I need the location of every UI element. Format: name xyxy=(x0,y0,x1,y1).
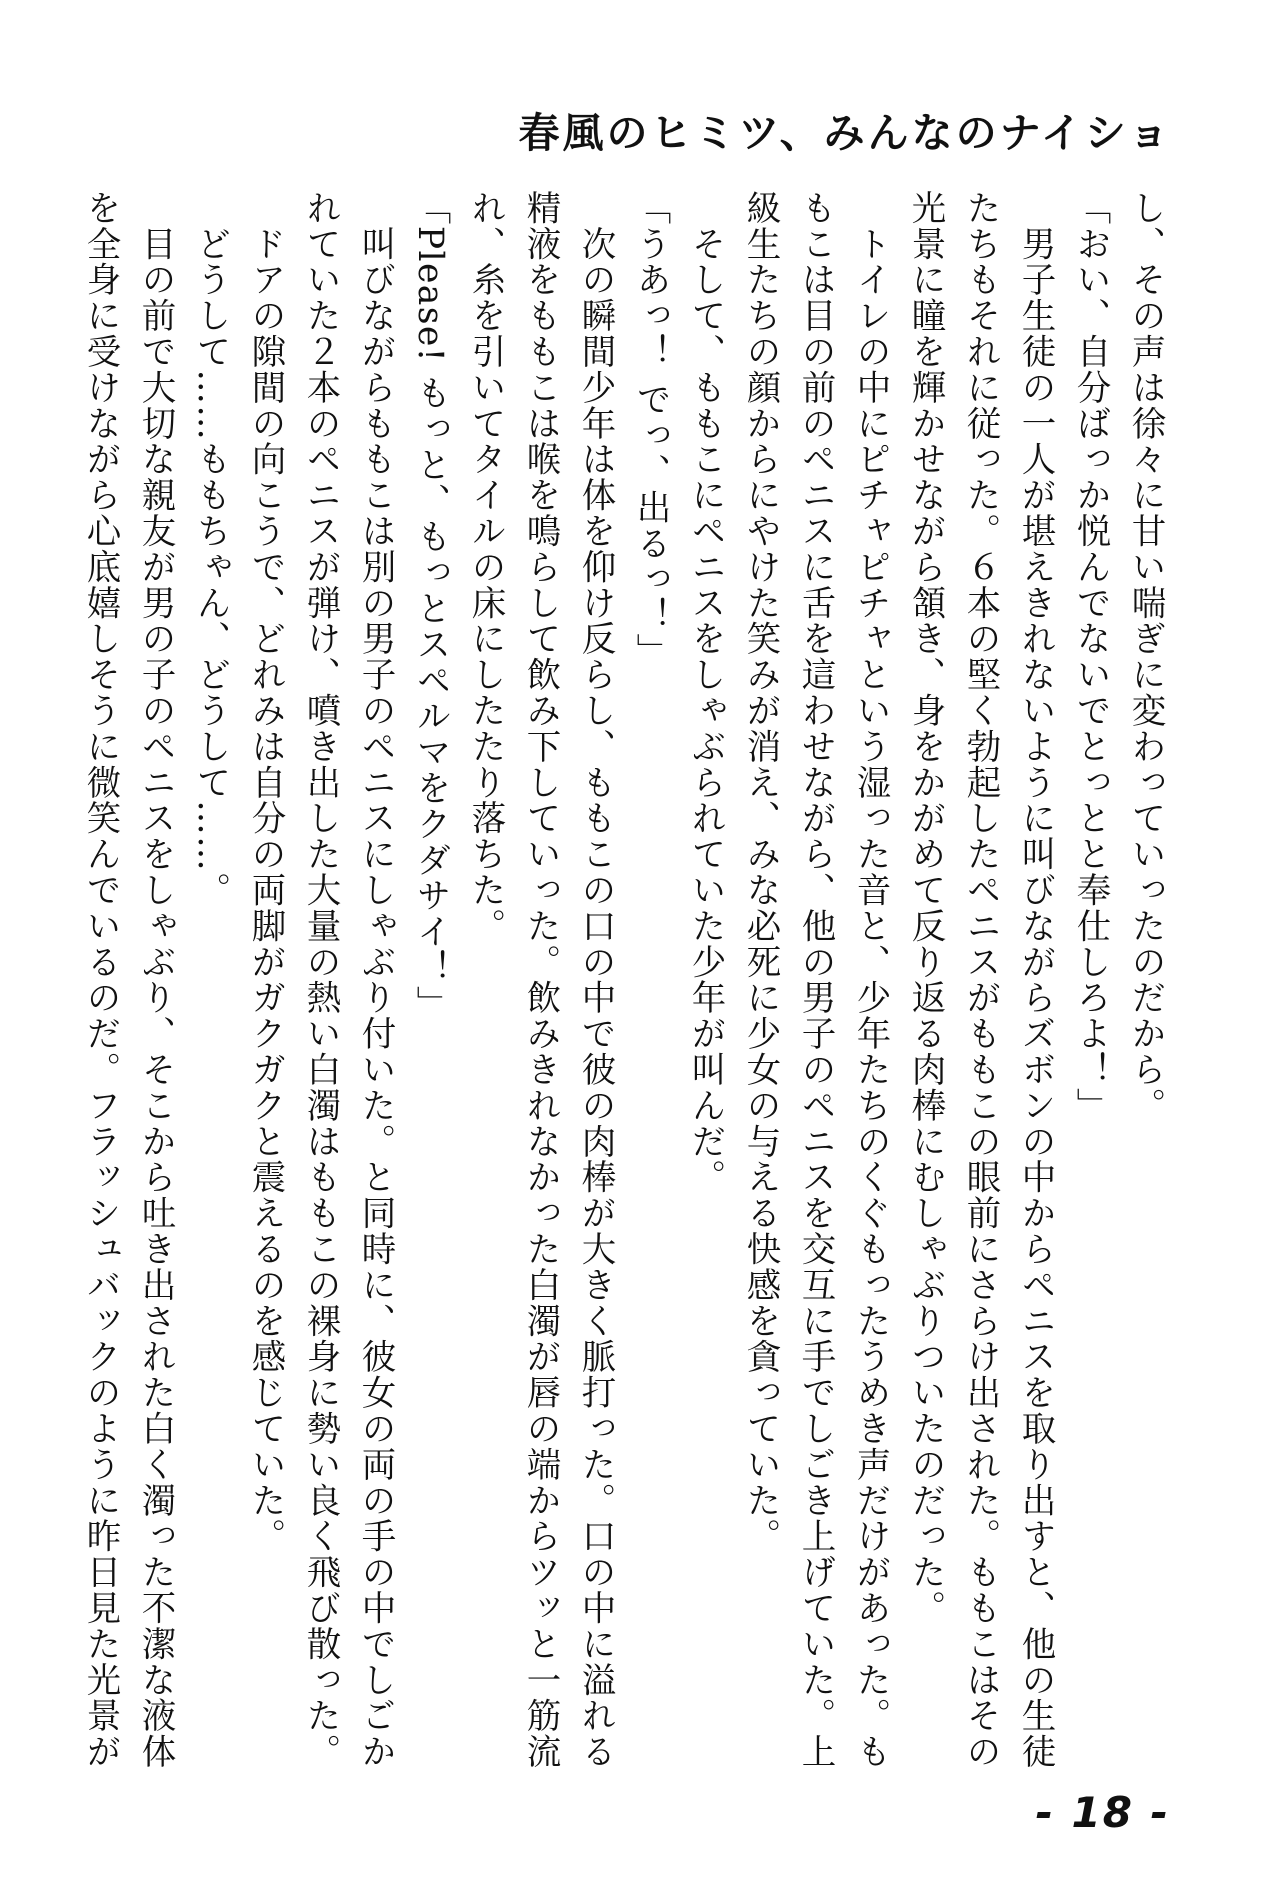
text-line: 次の瞬間少年は体を仰け反らし、ももこの口の中で彼の肉棒が大きく脈打った。口の中に溢れる xyxy=(575,225,615,1770)
text-line: 叫びながらももこは別の男子のペニスにしゃぶり付いた。と同時に、彼女の両の手の中でしごか xyxy=(355,225,395,1770)
text-line: もこは目の前のペニスに舌を這わせながら、他の男子のペニスを交互に手でしごき上げていた。上 xyxy=(795,190,835,1770)
text-line: トイレの中にピチャピチャという湿った音と、少年たちのくぐもったうめき声だけがあった。も xyxy=(850,225,890,1770)
text-line: 男子生徒の一人が堪えきれないように叫びながらズボンの中からペニスを取り出すと、他の生徒 xyxy=(1015,225,1055,1770)
page-number: - 18 - xyxy=(1035,1788,1170,1837)
text-line: そして、ももこにペニスをしゃぶられていた少年が叫んだ。 xyxy=(685,225,725,1196)
page-header: 春風のヒミツ、みんなのナイショ xyxy=(518,109,1172,157)
text-line: れ、糸を引いてタイルの床にしたたり落ちた。 xyxy=(465,190,505,944)
text-line: を全身に受けながら心底嬉しそうに微笑んでいるのだ。フラッシュバックのように昨日見た光景が xyxy=(80,190,120,1770)
text-line: 目の前で大切な親友が男の子のペニスをしゃぶり、そこから吐き出された白く濁った不潔な液体 xyxy=(135,225,175,1770)
text-line: 「うあっ！ でっ、出るっ！」 xyxy=(630,190,670,670)
text-line: 「Please! もっと、もっとスペルマをクダサイ！」 xyxy=(410,190,450,1022)
text-line: どうして……ももちゃん、どうして……。 xyxy=(190,225,230,909)
text-line: 精液をももこは喉を鳴らして飲み下していった。飲みきれなかった白濁が唇の端からツッと一筋流 xyxy=(520,190,560,1770)
text-line: たちもそれに従った。６本の堅く勃起したペニスがももこの眼前にさらけ出された。ももこはその xyxy=(960,190,1000,1770)
text-line: 級生たちの顔からにやけた笑みが消え、みな必死に少女の与える快感を貪っていた。 xyxy=(740,190,780,1555)
text-line: れていた２本のペニスが弾け、噴き出した大量の熱い白濁はももこの裸身に勢い良く飛び散った。 xyxy=(300,190,340,1770)
text-line: 「おい、自分ばっか悦んでないでとっとと奉仕しろよ！」 xyxy=(1070,190,1110,1124)
text-line: 光景に瞳を輝かせながら頷き、身をかがめて反り返る肉棒にむしゃぶりついたのだった。 xyxy=(905,190,945,1626)
text-body xyxy=(80,190,1172,1770)
text-line: し、その声は徐々に甘い喘ぎに変わっていったのだから。 xyxy=(1125,190,1165,1124)
text-line: ドアの隙間の向こうで、どれみは自分の両脚がガクガクと震えるのを感じていた。 xyxy=(245,225,285,1555)
